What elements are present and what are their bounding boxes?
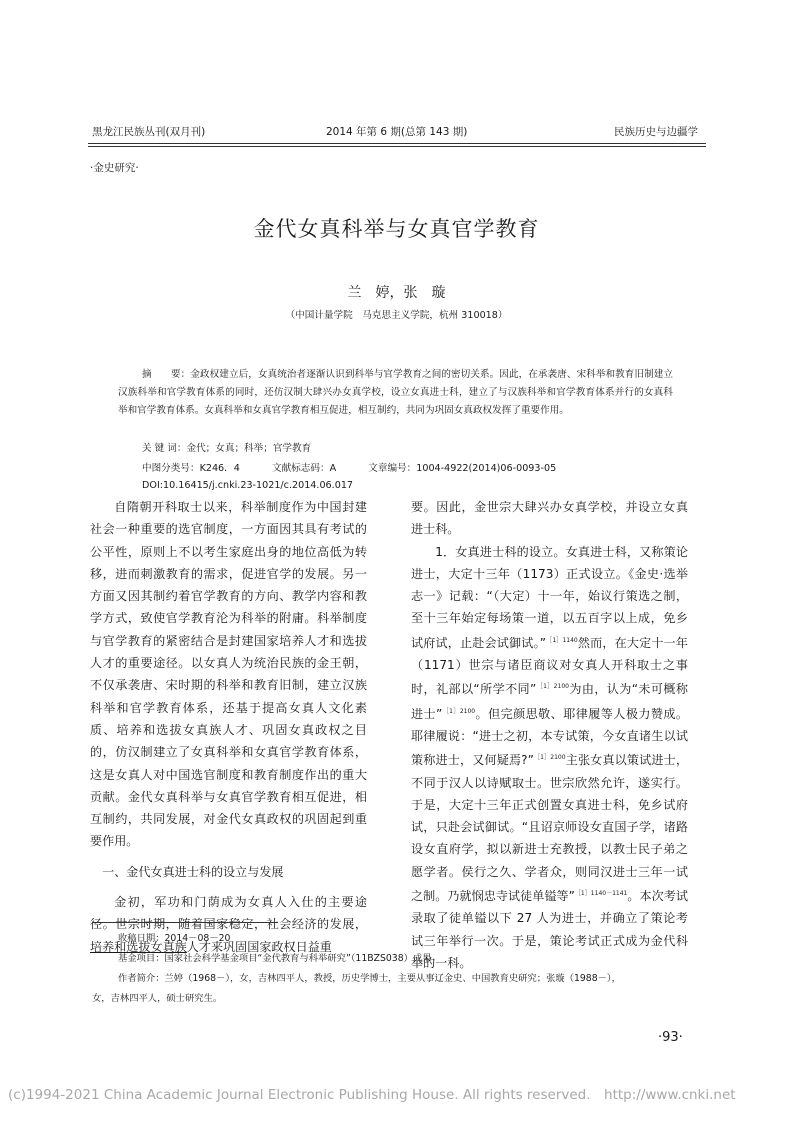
- citation: ［1］1140: [546, 636, 578, 644]
- header-issue: 2014 年第 6 期(总第 143 期): [326, 126, 468, 138]
- footnote-fund: 基金项目：国家社会科学基金项目“金代教育与科举研究”（11BZS038）成果: [118, 953, 432, 964]
- clc-value: K246．4: [199, 463, 240, 474]
- classification-row: [142, 460, 556, 474]
- article-authors: 兰 婷，张 璇: [347, 285, 446, 301]
- section-heading: 一、金代女真进士科的设立与发展: [102, 864, 284, 879]
- header-section: 民族历史与边疆学: [614, 126, 698, 138]
- doc-code-label: 文献标志码：: [272, 463, 330, 474]
- footnote-author: 作者简介：兰婷（1968－），女，吉林四平人，教授，历史学博士，主要从事辽金史、中国教育史研究；张璇（1988－），: [118, 973, 621, 984]
- column-tag: ·金史研究·: [90, 162, 139, 174]
- header-rule-thick: [88, 143, 706, 144]
- abstract-label: 摘 要：: [142, 369, 191, 380]
- footnote-received: 收稿日期：2014－08－20: [118, 933, 231, 944]
- body-text: 然而，在大定十一年（1171）世宗与诸臣商议对女真人开科取士之事时，礼部以“所学不同”: [411, 635, 689, 697]
- header-rule-thin: [88, 146, 706, 147]
- body-paragraph: 要。因此，金世宗大肆兴办女真学校，并设立女真进士科。: [411, 500, 688, 537]
- citation: ［1］2100: [533, 754, 566, 762]
- body-right-column: [411, 496, 688, 974]
- page-number: ·93·: [658, 1030, 683, 1045]
- body-text: 。本次考试录取了徒单镒以下 27 人为进士，并确立了策论考试三年举行一次。于是，策论考试正式成为金代科举的一科。: [411, 889, 688, 970]
- citation: ［1］1140－1141: [574, 890, 628, 898]
- citation: ［1］2100: [536, 683, 569, 691]
- abstract-text: 金政权建立后，女真统治者逐渐认识到科举与官学教育之间的密切关系。因此，在承袭唐、宋科举和教育旧制建立汉族科举和官学教育体系的同时，还仿汉制大肆兴办女真学校，设立女真进士科，建立了与汉族科举和官学教育体系并行的女真科举和官学教育体系。女真科举和女真官学教育相互促进，相互制约，共同为巩固女真政权发挥了重要作用。: [118, 369, 674, 416]
- body-paragraph: [411, 541, 688, 975]
- article-number-label: 文章编号：: [368, 463, 417, 474]
- copyright-watermark: (c)1994-2021 China Academic Journal Electronic Publishing House. All rights reserved. http://www.cnki.net: [8, 1087, 736, 1103]
- header-journal-name: 黑龙江民族丛刊(双月刊): [92, 126, 206, 138]
- body-text: 为由，认为“未可概称进士”: [411, 682, 688, 721]
- article-number-value: 1004-4922(2014)06-0093-05: [416, 463, 557, 474]
- body-text: 1．女真进士科的设立。女真进士科，又称策论进士，大定十三年（1173）正式设立。《金史·选举志一》记载：“（大定）十一年，始议行策选之制，至十三年始定每场策一道，以五百字以上成，免乡试府试，止赴会试御试。”: [411, 544, 688, 650]
- article-affiliation: （中国计量学院 马克思主义学院，杭州 310018）: [285, 310, 508, 321]
- keywords-text: 金代；女真；科举；官学教育: [186, 443, 312, 454]
- clc-label: 中图分类号：: [142, 463, 200, 474]
- underlined-text: 培养和选拔女真族: [90, 939, 187, 954]
- body-text: 。但完颜思敬、耶律履等人极力赞成。耶律履说：“进士之初，本专试策，今女直诸生以试策称进士，又何疑焉?”: [411, 706, 688, 768]
- footnote-author-cont: 女，吉林四平人，硕士研究生。: [92, 993, 223, 1004]
- footnote-rule: [92, 922, 278, 923]
- doc-code-value: A: [329, 463, 337, 474]
- abstract: [118, 366, 673, 420]
- citation: ［1］2100: [442, 707, 476, 715]
- doi: DOI:10.16415/j.cnki.23-1021/c.2014.06.017: [142, 480, 354, 491]
- keywords-label: 关 键 词：: [142, 443, 187, 454]
- body-paragraph: 自隋朝开科取士以来，科举制度作为中国封建社会一种重要的选官制度，一方面因其具有考试的公平性，原则上不以考生家庭出身的地位高低为转移，进而刺激教育的需求，促进官学的发展。另一方面又因其制约着官学教育的方向、教学内容和教学方式，致使官学教育沦为科举的附庸。科举制度与官学教育的紧密结合是封建国家培养人才和选拔人才的重要途径。以女真人为统治民族的金王朝，不仅承袭唐、宋时期的科举和教育旧制，建立汉族科举和官学教育体系，还基于提高女真人文化素质、培养和选拔女真族人才、巩固女真政权之目的，仿汉制建立了女真科举和女真官学教育体系，这是女真人对中国选官制度和教育制度作出的重大贡献。金代女真科举与女真官学教育相互促进，相互制约，共同发展，对金代女真政权的巩固起到重要作用。: [90, 500, 367, 849]
- body-left-column: [90, 496, 367, 958]
- article-title: 金代女真科举与女真官学教育: [253, 217, 540, 241]
- body-text: 主张女真以策试进士，不同于汉人以诗赋取士。世宗欣然允许，遂实行。于是，大定十三年正式创置女真进士科，免乡试府试，只赴会试御试。“且诏京师设女直国子学，诸路设女直府学，拟以新进士充教授，以教士民子弟之愿学者。侯行之久、学者众，则同汉进士三年一试之制。乃就悯忠寺试徒单镒等”: [411, 753, 688, 904]
- body-text: 人才来巩固国家政权日益重: [186, 939, 332, 954]
- body-text: 金初，军功和门荫成为女真人入仕的主要途径。世宗时期，随着国家稳定，社会经济的发展，: [90, 895, 367, 932]
- keywords: [142, 440, 311, 454]
